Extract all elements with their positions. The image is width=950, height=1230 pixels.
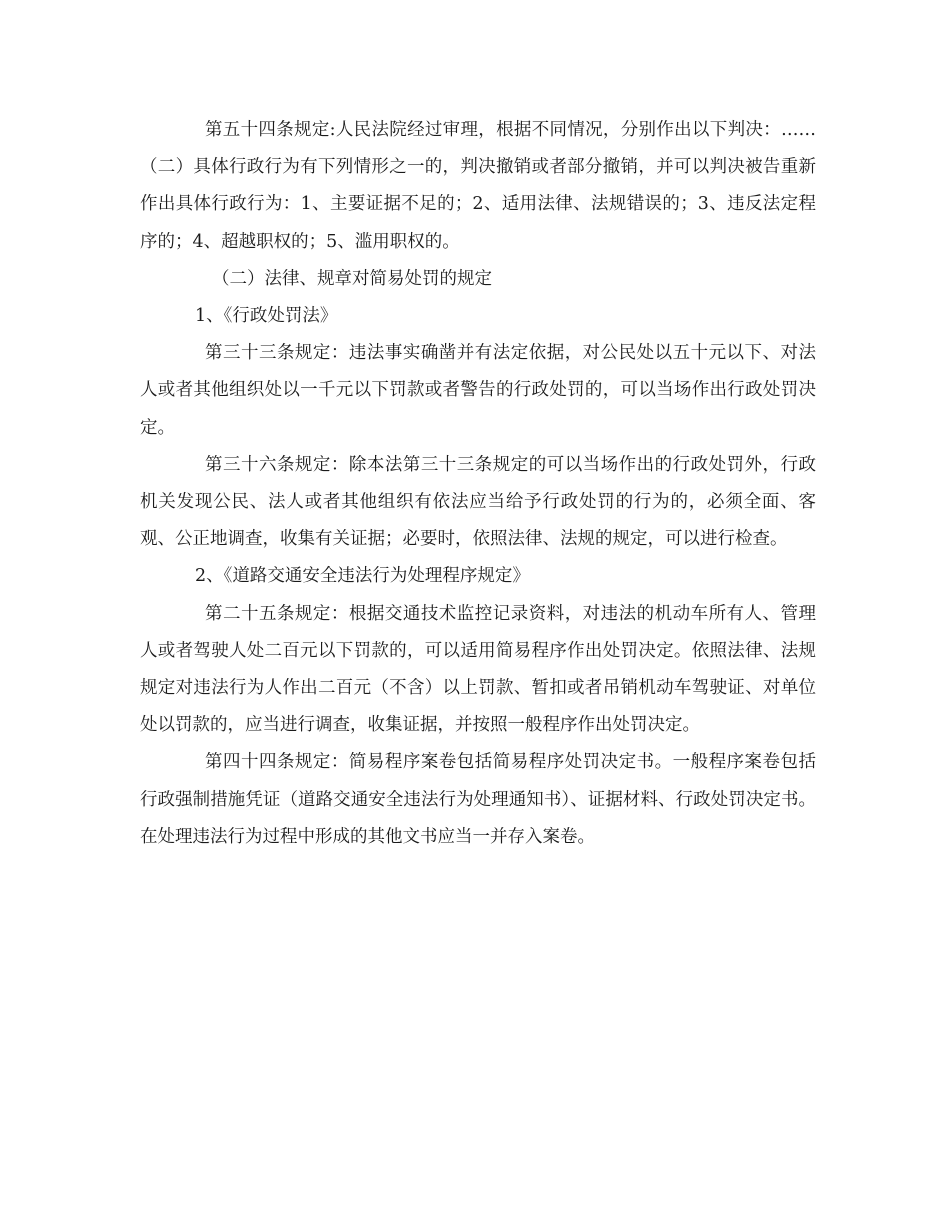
document-body xyxy=(140,112,816,856)
paragraph-article-36: 第三十六条规定：除本法第三十三条规定的可以当场作出的行政处罚外，行政机关发现公民、法人或者其他组织有依法应当给予行政处罚的行为的，必须全面、客观、公正地调查，收集有关证据；必要时，依照法律、法规的规定，可以进行检查。 xyxy=(140,454,816,550)
paragraph-article-25: 第二十五条规定：根据交通技术监控记录资料，对违法的机动车所有人、管理人或者驾驶人处二百元以下罚款的，可以适用简易程序作出处罚决定。依照法律、法规规定对违法行为人作出二百元（不含）以上罚款、暂扣或者吊销机动车驾驶证、对单位处以罚款的，应当进行调查，收集证据，并按照一般程序作出处罚决定。 xyxy=(140,603,816,736)
paragraph-article-33: 第三十三条规定：违法事实确凿并有法定依据，对公民处以五十元以下、对法人或者其他组织处以一千元以下罚款或者警告的行政处罚的，可以当场作出行政处罚决定。 xyxy=(140,343,816,438)
subheading-administrative-penalty-law: 1、《行政处罚法》 xyxy=(195,306,338,327)
paragraph-article-54: 第五十四条规定:人民法院经过审理，根据不同情况，分别作出以下判决：……（二）具体行政行为有下列情形之一的，判决撤销或者部分撤销，并可以判决被告重新作出具体行政行为：1、主要证据不足的；2、适用法律、法规错误的；3、违反法定程序的；4、超越职权的；5、滥用职权的。 xyxy=(140,120,816,252)
subheading-road-traffic-procedure: 2、《道路交通安全违法行为处理程序规定》 xyxy=(195,566,530,587)
paragraph-article-44: 第四十四条规定：简易程序案卷包括简易程序处罚决定书。一般程序案卷包括行政强制措施凭证（道路交通安全违法行为处理通知书）、证据材料、行政处罚决定书。在处理违法行为过程中形成的其他文书应当一并存入案卷。 xyxy=(140,752,816,847)
section-heading-simple-penalty: （二）法律、规章对简易处罚的规定 xyxy=(212,268,492,289)
